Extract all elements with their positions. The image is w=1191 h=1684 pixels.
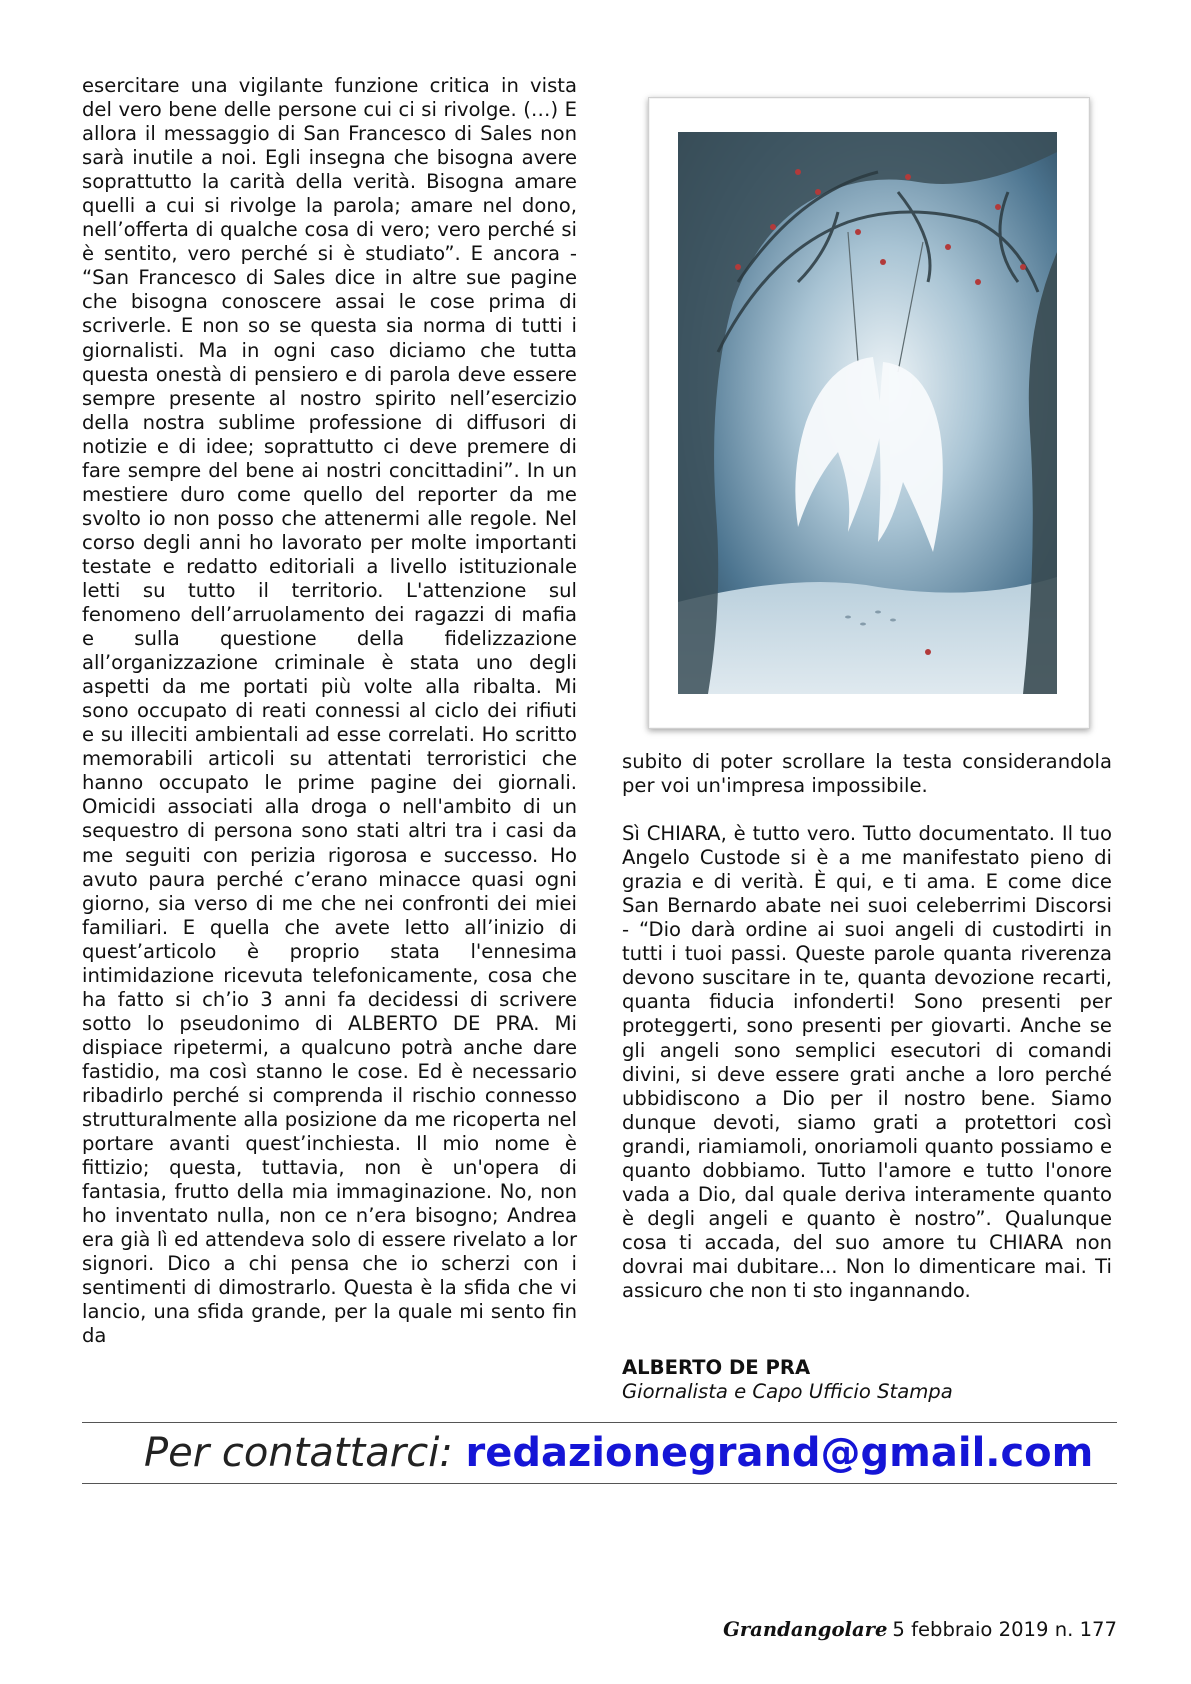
divider xyxy=(82,1483,1117,1484)
contact-line xyxy=(144,1423,1093,1483)
article-text: esercitare una vigilante funzione critica in vista del vero bene delle persone cui ci si rivolge. (…) E allora il messaggio di San Francesco di Sales non sarà inutile a noi. Egli insegna che bisogna avere soprattutto la carità della verità. Bisogna amare quelli a cui si rivolge la parola; amare nel dono, nell’offerta di qualche cosa di vero; vero perché si è sentito, vero perché si è studiato”. E ancora - “San Francesco di Sales dice in altre sue pagine che bisogna conoscere assai le cose prima di scriverle. E non so se questa sia norma di tutti i giornalisti. Ma in ogni caso diciamo che tutta questa onestà di pensiero e di parola deve essere sempre presente al nostro spirito nell’esercizio della nostra sublime professione di diffusori di notizie e di idee; soprattutto ci deve premere di fare sempre del bene ai nostri concittadini”. In un mestiere duro come quello del reporter da me svolto io non posso che attenermi alle regole. Nel corso degli anni ho lavorato per molte importanti testate e redatto editoriali a livello istituzionale letti su tutto il territorio. L'attenzione sul fenomeno dell’arruolamento dei ragazzi di mafia e sulla questione della fidelizzazione all’organizzazione criminale è stata uno degli aspetti da me portati più volte alla ribalta. Mi sono occupato di reati connessi al ciclo dei rifiuti e su illeciti ambientali ad esse correlati. Ho scritto memorabili articoli su attentati terroristici che hanno occupato le prime pagine dei giornali. Omicidi associati alla droga o nell'ambito di un sequestro di persona sono stati altri tra i casi da me seguiti con perizia rigorosa e successo. Ho avuto paura perché c’erano minacce quasi ogni giorno, sia verso di me che nei confronti dei miei familiari. E quella che avete letto all’inizio di quest’articolo è proprio stata l'ennesima intimidazione ricevuta telefonicamente, cosa che ha fatto si ch’io 3 anni fa decidessi di scrivere sotto lo pseudonimo di ALBERTO DE PRA. Mi dispiace ripetermi, a qualcuno potrà anche dare fastidio, ma così stanno le cose. Ed è necessario ribadirlo perché si comprenda il rischio connesso strutturalmente alla posizione da me ricoperta nel portare avanti quest’inchiesta. Il mio nome è fittizio; questa, tuttavia, non è un'opera di fantasia, frutto della mia immaginazione. No, non ho inventato nulla, non ce n’era bisogno; Andrea era già lì ed attendeva solo di essere rivelato a lor signori. Dico a chi pensa che io scherzi con i sentimenti di dimostrarlo. Questa è la sfida che vi lancio, una sfida grande, per la quale mi sento fin da xyxy=(82,74,577,1348)
article-text: subito di poter scrollare la testa considerandola per voi un'impresa impossibile. xyxy=(622,750,1112,798)
article-left-column xyxy=(82,74,577,1348)
author-name: ALBERTO DE PRA xyxy=(622,1356,811,1379)
article-text: Sì CHIARA, è tutto vero. Tutto documentato. Il tuo Angelo Custode si è a me manifestato pieno di grazia e di verità. È qui, e ti ama. E come dice San Bernardo abate nei suoi celeberrimi Discorsi - “Dio darà ordine ai suoi angeli di custodirti in tutti i tuoi passi. Queste parole quanta riverenza devono suscitare in te, quanta devozione recarti, quanta fiducia infonderti! Sono presenti per proteggerti, sono presenti per giovarti. Anche se gli angeli sono semplici esecutori di comandi divini, si deve essere grati anche a loro perché ubbidiscono a Dio per il nostro bene. Siamo dunque devoti, siamo grati a protettori così grandi, riamiamoli, onoriamoli quanto possiamo e quanto dobbiamo. Tutto l'amore e tutto l'onore vada a Dio, dal quale deriva interamente quanto è degli angeli e quanto è nostro”. Qualunque cosa ti accada, del suo amore tu CHIARA non dovrai mai dubitare... Non lo dimenticare mai. Ti assicuro che non ti sto ingannando. xyxy=(622,822,1112,1302)
angel-wings-swing-painting-icon xyxy=(678,132,1057,694)
article-right-column xyxy=(622,750,1112,1303)
contact-email-link[interactable]: redazionegrand@gmail.com xyxy=(465,1430,1094,1476)
author-signature xyxy=(622,1356,953,1404)
contact-label: Per contattarci: xyxy=(144,1430,453,1476)
author-role: Giornalista e Capo Ufficio Stampa xyxy=(622,1380,953,1403)
page-footer xyxy=(723,1618,1117,1643)
publication-name: Grandangolare xyxy=(723,1618,888,1641)
issue-date: 5 febbraio 2019 n. 177 xyxy=(892,1618,1117,1641)
illustration-frame xyxy=(648,97,1090,729)
